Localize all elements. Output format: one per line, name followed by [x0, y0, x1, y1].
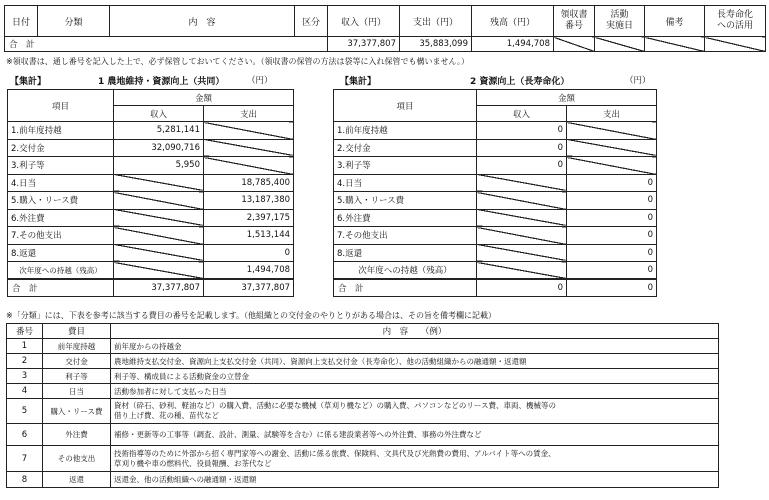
right-row-income-blank	[477, 227, 567, 245]
right-row-income-blank	[477, 174, 567, 192]
ledger-total-remarks-blank	[645, 37, 705, 52]
ledger-header-income: 収入（円）	[328, 6, 400, 37]
right-total-label: 合 計	[334, 279, 477, 296]
right-header-income: 収入	[477, 106, 567, 122]
category-name: 外注費	[43, 424, 111, 446]
ledger-total-balance: 1,494,708	[472, 37, 554, 52]
left-row-expense-blank	[204, 139, 294, 157]
left-row-label: 次年度への持越（残高）	[8, 262, 114, 280]
category-content: 活動参加者に対して支払った日当	[111, 384, 719, 399]
ledger-total-expense: 35,883,099	[400, 37, 472, 52]
left-row-expense-blank	[204, 157, 294, 175]
left-row-expense: 1,513,144	[204, 227, 294, 245]
category-content: 前年度からの持越金	[111, 339, 719, 354]
category-name: 返還	[43, 472, 111, 488]
category-name: 日当	[43, 384, 111, 399]
left-row-expense-blank	[204, 122, 294, 140]
right-row-label: 2.交付金	[334, 139, 477, 157]
ledger-total-label: 合 計	[5, 37, 328, 52]
right-row-label: 4.日当	[334, 174, 477, 192]
category-no: 5	[7, 399, 43, 424]
right-row-income-blank	[477, 192, 567, 210]
category-no: 8	[7, 472, 43, 488]
left-row-expense: 2,397,175	[204, 209, 294, 227]
ledger-total-receipt-blank	[554, 37, 595, 52]
right-row-income-blank	[477, 244, 567, 262]
category-content: 返還金、他の活動組織への融通額・返還額	[111, 472, 719, 488]
right-row-income: 0	[477, 139, 567, 157]
left-row-expense: 13,187,380	[204, 192, 294, 210]
right-row-income: 0	[477, 122, 567, 140]
left-total-income: 37,377,807	[114, 279, 204, 296]
left-row-income: 32,090,716	[114, 139, 204, 157]
left-row-label: 3.利子等	[8, 157, 114, 175]
left-summary-table	[7, 89, 294, 297]
ledger-header-activity-date	[595, 6, 645, 37]
right-summary-unit: （円）	[625, 76, 651, 86]
category-header-name: 費目	[43, 324, 111, 339]
receipt-line-1: 領収書	[560, 10, 588, 20]
category-content: 資材（砕石、砂利、軽油など）の購入費、活動に必要な機械（草刈り機など）の購入費、パソコンなどのリース費、車両、機械等の 借り上げ費、花の種、苗代など	[111, 399, 719, 424]
right-row-expense: 0	[567, 209, 657, 227]
category-name: その他支出	[43, 446, 111, 472]
right-summary-title: 2 資源向上（長寿命化）	[470, 77, 570, 87]
left-header-item: 項目	[8, 90, 114, 122]
ledger-total-income: 37,377,807	[328, 37, 400, 52]
left-row-expense: 1,494,708	[204, 262, 294, 280]
right-row-expense: 0	[567, 244, 657, 262]
left-total-label: 合 計	[8, 279, 114, 296]
right-row-expense: 0	[567, 192, 657, 210]
category-no: 3	[7, 369, 43, 384]
category-no: 6	[7, 424, 43, 446]
ledger-header-receipt-no	[554, 6, 595, 37]
category-name: 前年度持越	[43, 339, 111, 354]
longlife-line-2: への活用	[716, 21, 753, 31]
ledger-header-content: 内 容	[110, 6, 295, 37]
right-row-label: 1.前年度持越	[334, 122, 477, 140]
category-content: 技術指導等のために外部から招く専門家等への謝金、活動に係る旅費、保険料、文具代及び光熱費の費用、アルバイト等への賃金、 草刈り機や車の燃料代、役員報酬、お茶代など	[111, 446, 719, 472]
left-row-label: 2.交付金	[8, 139, 114, 157]
left-summary-title: 1 農地維持・資源向上（共同）	[98, 77, 225, 87]
ledger-header-balance: 残高（円）	[472, 6, 554, 37]
receipt-line-2: 番号	[564, 21, 583, 31]
ledger-header-expense: 支出（円）	[400, 6, 472, 37]
left-summary-bracket: 【集計】	[10, 77, 47, 87]
left-summary-unit: （円）	[247, 76, 273, 86]
left-row-expense: 18,785,400	[204, 174, 294, 192]
left-header-amount: 金額	[114, 90, 294, 106]
category-table	[6, 323, 719, 488]
right-row-expense-blank	[567, 139, 657, 157]
left-row-label: 5.購入・リース費	[8, 192, 114, 210]
activity-line-2: 実施日	[605, 21, 633, 31]
category-no: 7	[7, 446, 43, 472]
longlife-line-1: 長寿命化	[716, 10, 753, 20]
right-summary-table	[333, 89, 657, 297]
right-row-label: 8.返還	[334, 244, 477, 262]
right-row-expense: 0	[567, 227, 657, 245]
left-row-income-blank	[114, 244, 204, 262]
right-row-label: 次年度への持越（残高）	[334, 262, 477, 280]
left-total-expense: 37,377,807	[204, 279, 294, 296]
category-header-no: 番号	[7, 324, 43, 339]
category-content: 農地維持支払交付金、資源向上支払交付金（共同）、資源向上支払交付金（長寿命化）、他の活動組織からの融通額・返還額	[111, 354, 719, 369]
left-row-income: 5,950	[114, 157, 204, 175]
left-row-income-blank	[114, 227, 204, 245]
right-total-income: 0	[477, 279, 567, 296]
category-content: 利子等、構成員による活動資金の立替金	[111, 369, 719, 384]
right-row-income-blank	[477, 209, 567, 227]
right-row-income: 0	[477, 157, 567, 175]
activity-line-1: 活動	[610, 10, 629, 20]
ledger-total-activity-blank	[595, 37, 645, 52]
right-row-label: 6.外注費	[334, 209, 477, 227]
left-header-income: 収入	[114, 106, 204, 122]
category-header-content: 内 容 （例）	[111, 324, 719, 339]
category-name: 交付金	[43, 354, 111, 369]
right-header-expense: 支出	[567, 106, 657, 122]
category-name: 利子等	[43, 369, 111, 384]
category-content: 補修・更新等の工事等（調査、設計、測量、試験等を含む）に係る建設業者等への外注費、事務の外注費など	[111, 424, 719, 446]
left-row-expense: 0	[204, 244, 294, 262]
left-row-income-blank	[114, 209, 204, 227]
left-row-label: 6.外注費	[8, 209, 114, 227]
right-row-income-blank	[477, 262, 567, 280]
right-row-expense-blank	[567, 122, 657, 140]
right-total-expense: 0	[567, 279, 657, 296]
ledger-total-longlife-blank	[705, 37, 766, 52]
right-row-label: 7.その他支出	[334, 227, 477, 245]
category-name: 購入・リース費	[43, 399, 111, 424]
category-no: 2	[7, 354, 43, 369]
category-no: 4	[7, 384, 43, 399]
ledger-header-division: 区分	[295, 6, 328, 37]
left-row-income-blank	[114, 174, 204, 192]
left-row-label: 7.その他支出	[8, 227, 114, 245]
right-row-expense: 0	[567, 262, 657, 280]
ledger-table	[4, 5, 766, 52]
left-row-income-blank	[114, 192, 204, 210]
right-header-item: 項目	[334, 90, 477, 122]
ledger-header-date: 日付	[5, 6, 38, 37]
right-row-label: 3.利子等	[334, 157, 477, 175]
ledger-header-category: 分類	[38, 6, 110, 37]
left-row-label: 1.前年度持越	[8, 122, 114, 140]
right-row-label: 5.購入・リース費	[334, 192, 477, 210]
left-header-expense: 支出	[204, 106, 294, 122]
category-note: ※「分類」には、下表を参考に該当する費目の番号を記載します。（他組織との交付金のやりとりがある場合は、その旨を備考欄に記載）	[6, 311, 497, 320]
left-row-income-blank	[114, 262, 204, 280]
category-no: 1	[7, 339, 43, 354]
ledger-header-remarks: 備考	[645, 6, 705, 37]
ledger-header-longlife	[705, 6, 766, 37]
left-row-income: 5,281,141	[114, 122, 204, 140]
right-row-expense: 0	[567, 174, 657, 192]
left-row-label: 8.返還	[8, 244, 114, 262]
right-header-amount: 金額	[477, 90, 657, 106]
receipt-note: ※領収書は、通し番号を記入した上で、必ず保管しておいてください。（領収書の保管の方法は袋等に入れ保管でも構いません。）	[6, 57, 470, 66]
right-summary-bracket: 【集計】	[340, 77, 377, 87]
left-row-label: 4.日当	[8, 174, 114, 192]
right-row-expense-blank	[567, 157, 657, 175]
